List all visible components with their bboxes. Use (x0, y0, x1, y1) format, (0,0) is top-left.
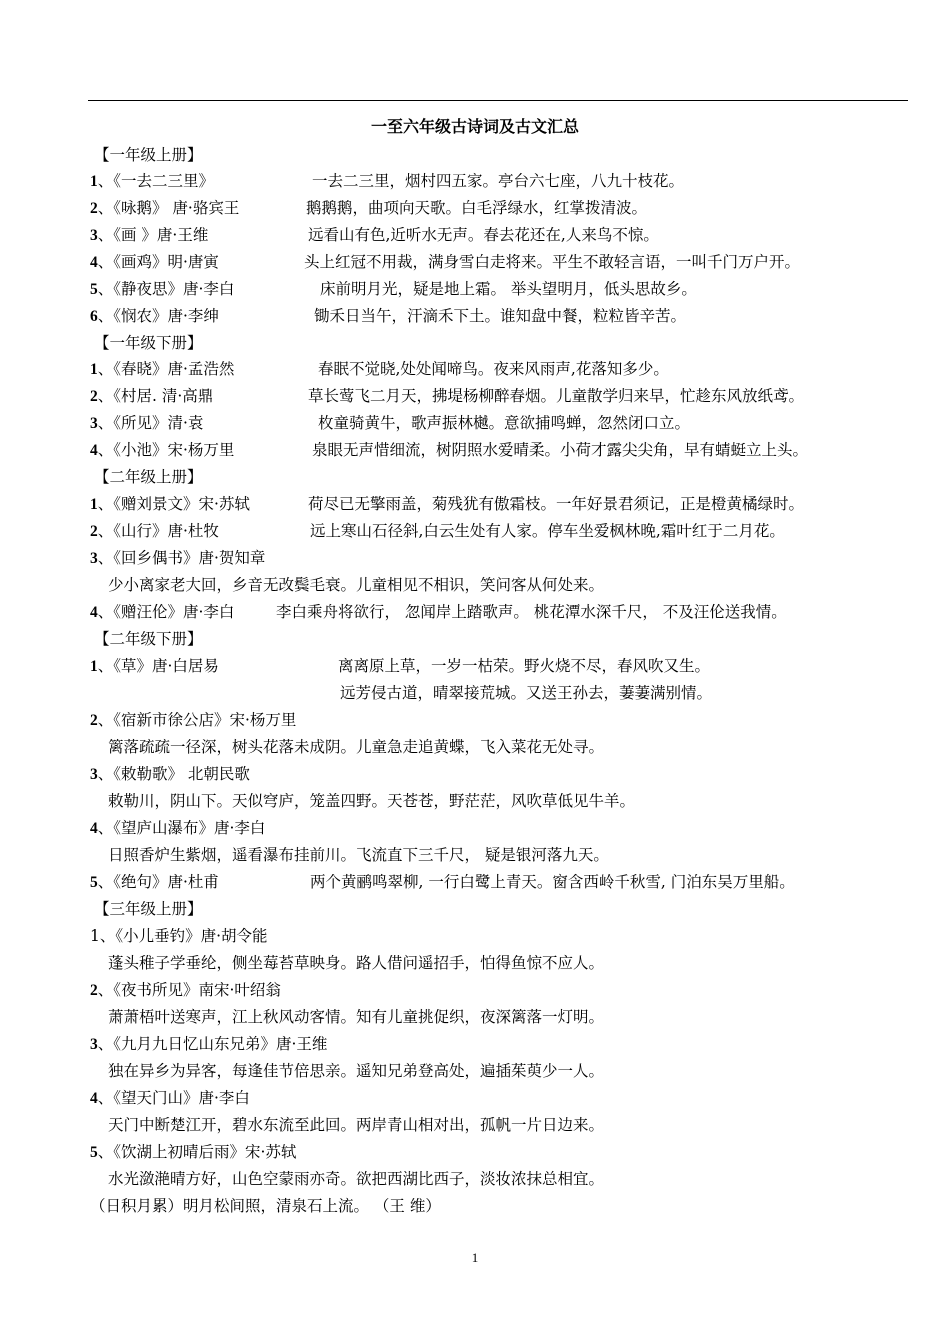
poem-line: 1、《小儿垂钓》唐·胡令能 (90, 927, 268, 945)
poem-line: 3、《九月九日忆山东兄弟》唐·王维 (90, 1035, 328, 1053)
poem-line: 1、《一去二三里》 一去二三里，烟村四五家。亭台六七座，八九十枝花。 (90, 172, 685, 190)
poem-line: 1、《赠刘景文》宋·苏轼 荷尽已无擎雨盖，菊残犹有傲霜枝。一年好景君须记，正是橙黄橘绿时。 (90, 495, 805, 513)
poem-line: 5、《饮湖上初晴后雨》宋·苏轼 (90, 1143, 297, 1161)
poem-line: 2、《咏鹅》 唐·骆宾王 鹅鹅鹅，曲项向天歌。白毛浮绿水，红掌拨清波。 (90, 199, 648, 217)
section-grade2-down: 【二年级下册】 (94, 630, 203, 648)
poem-line: 3、《敕勒歌》 北朝民歌 (90, 765, 250, 783)
poem-line: 4、《画鸡》明·唐寅 头上红冠不用裁，满身雪白走将来。平生不敢轻言语，一叫千门万户开。 (90, 253, 801, 271)
poem-line: 2、《村居. 清·高鼎 草长莺飞二月天，拂堤杨柳醉春烟。儿童散学归来早，忙趁东风放纸鸢。 (90, 387, 805, 405)
poem-line: 2、《山行》唐·杜牧 远上寒山石径斜,白云生处有人家。停车坐爱枫林晚,霜叶红于二月花。 (90, 522, 785, 540)
poem-text: 天门中断楚江开，碧水东流至此回。两岸青山相对出，孤帆一片日边来。 (108, 1116, 605, 1134)
header-rule (88, 100, 908, 101)
poem-text: 远芳侵古道，晴翠接荒城。又送王孙去，萋萋满别情。 (340, 684, 713, 702)
poem-line: 3、《回乡偶书》唐·贺知章 (90, 549, 266, 567)
section-grade1-down: 【一年级下册】 (94, 334, 203, 352)
poem-line: 1、《春晓》唐·孟浩然 春眠不觉晓,处处闻啼鸟。夜来风雨声,花落知多少。 (90, 360, 669, 378)
poem-line: 6、《悯农》唐·李绅 锄禾日当午，汗滴禾下土。谁知盘中餐，粒粒皆辛苦。 (90, 307, 687, 325)
poem-line: 3、《所见》清·袁 枚童骑黄牛，歌声振林樾。意欲捕鸣蝉，忽然闭口立。 (90, 414, 691, 432)
poem-line: 5、《静夜思》唐·李白 床前明月光，疑是地上霜。 举头望明月，低头思故乡。 (90, 280, 697, 298)
poem-text: 萧萧梧叶送寒声，江上秋风动客情。知有儿童挑促织，夜深篱落一灯明。 (108, 1008, 605, 1026)
section-grade1-up: 【一年级上册】 (94, 146, 203, 164)
poem-line: 3、《画 》唐·王维 远看山有色,近听水无声。春去花还在,人来鸟不惊。 (90, 226, 659, 244)
poem-line: 1、《草》唐·白居易 离离原上草，一岁一枯荣。野火烧不尽，春风吹又生。 (90, 657, 711, 675)
poem-text: 水光潋滟晴方好，山色空蒙雨亦奇。欲把西湖比西子，淡妆浓抹总相宜。 (108, 1170, 605, 1188)
poem-text: 日照香炉生紫烟，遥看瀑布挂前川。飞流直下三千尺， 疑是银河落九天。 (108, 846, 609, 864)
poem-line: 4、《赠汪伦》唐·李白 李白乘舟将欲行， 忽闻岸上踏歌声。 桃花潭水深千尺， 不及汪伦送我情。 (90, 603, 787, 621)
poem-text: 篱落疏疏一径深，树头花落未成阴。儿童急走追黄蝶，飞入菜花无处寻。 (108, 738, 605, 756)
poem-line: 4、《小池》宋·杨万里 泉眼无声惜细流，树阴照水爱晴柔。小荷才露尖尖角，早有蜻蜓立上头。 (90, 441, 809, 459)
page-title: 一至六年级古诗词及古文汇总 (370, 117, 579, 136)
poem-text: 独在异乡为异客，每逢佳节倍思亲。遥知兄弟登高处，遍插茱萸少一人。 (108, 1062, 605, 1080)
page-number: 1 (471, 1250, 479, 1265)
section-grade2-up: 【二年级上册】 (94, 468, 203, 486)
daily-accumulation: （日积月累）明月松间照，清泉石上流。 （王 维） (90, 1197, 441, 1215)
poem-line: 2、《夜书所见》南宋·叶绍翁 (90, 981, 281, 999)
poem-line: 4、《望天门山》唐·李白 (90, 1089, 250, 1107)
poem-text: 敕勒川，阴山下。天似穹庐，笼盖四野。天苍苍，野茫茫，风吹草低见牛羊。 (108, 792, 636, 810)
poem-text: 少小离家老大回，乡音无改鬓毛衰。儿童相见不相识，笑问客从何处来。 (108, 576, 605, 594)
poem-line: 2、《宿新市徐公店》宋·杨万里 (90, 711, 297, 729)
poem-text: 蓬头稚子学垂纶，侧坐莓苔草映身。路人借问遥招手，怕得鱼惊不应人。 (108, 954, 605, 972)
section-grade3-up: 【三年级上册】 (94, 900, 203, 918)
poem-line: 5、《绝句》唐·杜甫 两个黄鹂鸣翠柳, 一行白鹭上青天。窗含西岭千秋雪, 门泊东吴万里船。 (90, 873, 795, 891)
poem-line: 4、《望庐山瀑布》唐·李白 (90, 819, 266, 837)
